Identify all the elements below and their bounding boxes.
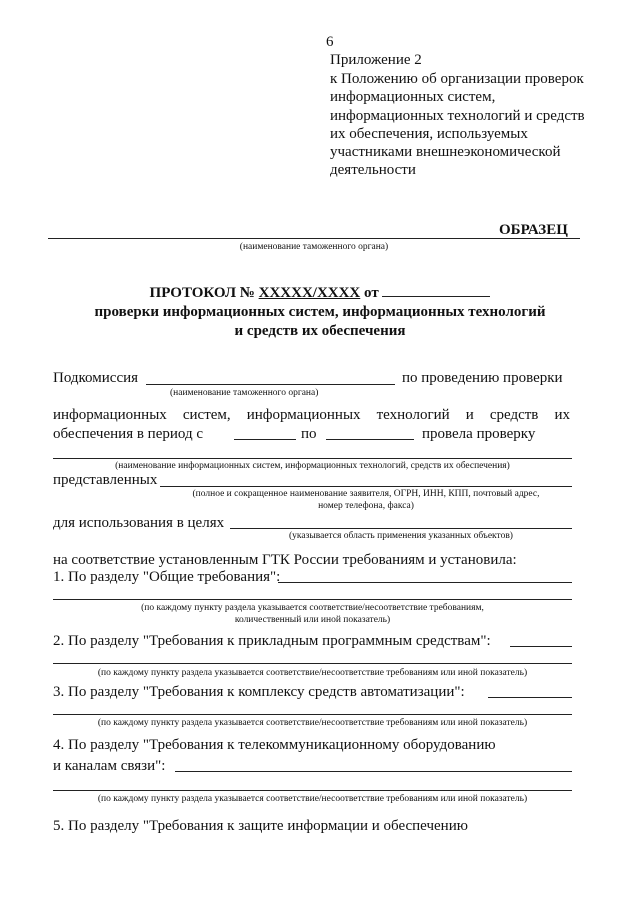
caption: (по каждому пункту раздела указывается соответствие/несоответствие требованиям, xyxy=(141,603,484,613)
caption: (указывается область применения указанных объектов) xyxy=(289,531,513,541)
caption: (по каждому пункту раздела указывается соответствие/несоответствие требованиям или иной показатель) xyxy=(97,794,528,804)
caption: (наименование таможенного органа) xyxy=(170,388,319,398)
text: на соответствие установленным ГТК России требованиям и установила: xyxy=(53,552,517,568)
text: провела проверку xyxy=(422,426,536,442)
section-3-field[interactable] xyxy=(488,697,572,698)
text: обеспечения в период с xyxy=(53,426,203,442)
protocol-subtitle: и средств их обеспечения xyxy=(234,323,406,339)
section-4: и каналам связи": xyxy=(53,758,166,774)
section-3-field[interactable] xyxy=(53,714,572,715)
text: по проведению проверки xyxy=(402,370,563,386)
caption: номер телефона, факса) xyxy=(318,501,414,511)
section-1-field[interactable] xyxy=(278,582,572,583)
appendix-line: информационных систем, xyxy=(330,89,496,105)
subcommission-field[interactable] xyxy=(146,384,395,385)
appendix-line: Приложение 2 xyxy=(330,52,422,68)
text: по xyxy=(301,426,317,442)
caption: (наименование информационных систем, информационных технологий, средств их обеспечения) xyxy=(115,461,510,471)
appendix-line: информационных технологий и средств xyxy=(330,108,585,124)
section-2-field[interactable] xyxy=(53,663,572,664)
section-4-field[interactable] xyxy=(53,790,572,791)
page-number: 6 xyxy=(326,34,334,50)
purpose-field[interactable] xyxy=(230,528,572,529)
period-start-field[interactable] xyxy=(234,439,296,440)
text: для использования в целях xyxy=(53,515,225,531)
period-end-field[interactable] xyxy=(326,439,414,440)
applicant-field[interactable] xyxy=(160,486,572,487)
section-2: 2. По разделу "Требования к прикладным программным средствам": xyxy=(53,633,491,649)
appendix-line: участниками внешнеэкономической xyxy=(330,144,561,160)
appendix-line: их обеспечения, используемых xyxy=(330,126,528,142)
subcommission-label: Подкомиссия xyxy=(53,370,139,386)
protocol-title: ПРОТОКОЛ № XXXXX/XXXX от xyxy=(0,284,640,302)
sample-label: ОБРАЗЕЦ xyxy=(499,222,568,238)
caption: (по каждому пункту раздела указывается соответствие/несоответствие требованиям или иной показатель) xyxy=(97,718,528,728)
appendix-line: деятельности xyxy=(330,162,416,178)
section-5: 5. По разделу "Требования к защите информации и обеспечению xyxy=(53,818,468,834)
section-4-field[interactable] xyxy=(175,771,572,772)
section-2-field[interactable] xyxy=(510,646,572,647)
appendix-line: к Положению об организации проверок xyxy=(330,71,584,87)
section-3: 3. По разделу "Требования к комплексу средств автоматизации": xyxy=(53,684,465,700)
text: представленных xyxy=(53,472,158,488)
section-1: 1. По разделу "Общие требования": xyxy=(53,569,281,585)
section-1-field[interactable] xyxy=(53,599,572,600)
text: информационных систем, информационных технологий и средств их xyxy=(53,407,570,423)
systems-field[interactable] xyxy=(53,458,572,459)
protocol-subtitle: проверки информационных систем, информационных технологий xyxy=(94,304,546,320)
section-4: 4. По разделу "Требования к телекоммуникационному оборудованию xyxy=(53,737,496,753)
customs-caption: (наименование таможенного органа) xyxy=(239,242,389,252)
caption: количественный или иной показатель) xyxy=(234,615,391,625)
caption: (по каждому пункту раздела указывается соответствие/несоответствие требованиям или иной показатель) xyxy=(97,668,528,678)
caption: (полное и сокращенное наименование заявителя, ОГРН, ИНН, КПП, почтовый адрес, xyxy=(192,489,540,499)
